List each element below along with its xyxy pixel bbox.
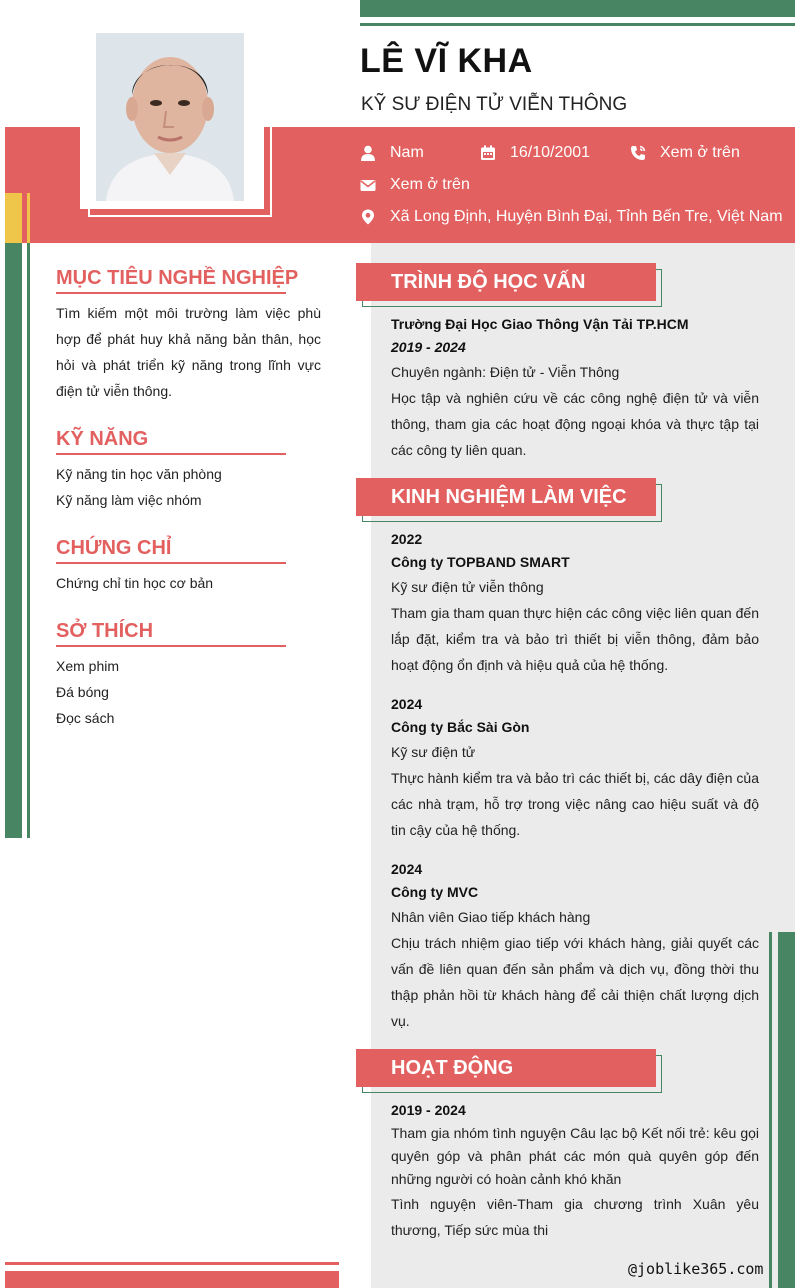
objective-title: MỤC TIÊU NGHỀ NGHIỆP xyxy=(56,267,299,289)
experience-year: 2024 xyxy=(391,696,423,712)
experience-year: 2022 xyxy=(391,531,423,547)
education-description: Học tập và nghiên cứu về các công nghệ điện tử và viễn thông, tham gia các hoạt động ngoại khóa và thực tập tại các công ty liên quan. xyxy=(391,390,759,458)
bottom-red-bar xyxy=(5,1271,339,1288)
experience-year: 2024 xyxy=(391,861,423,877)
objective-text: Tìm kiếm một môi trường làm việc phù hợp để phát huy khả năng bản thân, học hỏi và phát triển kỹ năng trong lĩnh vực điện tử viễn thông. xyxy=(56,305,321,399)
contact-gender xyxy=(360,144,424,162)
contact-phone xyxy=(630,144,740,162)
user-icon xyxy=(360,145,376,161)
experience-position: Kỹ sư điện tử xyxy=(391,744,476,760)
certificates-underline xyxy=(56,562,286,564)
gender-text: Nam xyxy=(390,144,424,161)
experience-position: Kỹ sư điện tử viễn thông xyxy=(391,579,544,595)
profile-photo xyxy=(96,33,244,201)
certificate-item: Chứng chỉ tin học cơ bản xyxy=(56,575,214,591)
location-icon xyxy=(360,209,376,225)
bottom-red-line xyxy=(5,1262,339,1265)
education-major: Chuyên ngành: Điện tử - Viễn Thông xyxy=(391,364,620,380)
experience-description: Thực hành kiểm tra và bảo trì các thiết bị, các dây điện của các nhà trạm, hỗ trợ trong việc nâng cao hiệu suất và độ tin cậy của hệ thống. xyxy=(391,770,759,838)
right-green-bar xyxy=(778,932,795,1288)
experience-position: Nhân viên Giao tiếp khách hàng xyxy=(391,909,591,925)
certificates-title: CHỨNG CHỈ xyxy=(56,537,172,559)
candidate-name: LÊ VĨ KHA xyxy=(360,42,533,80)
left-green-line xyxy=(27,243,30,838)
experience-description: Chịu trách nhiệm giao tiếp với khách hàng, giải quyết các vấn đề liên quan đến sản phẩm và dịch vụ, đồng thời thu thập phản hồi từ khách hàng để cải thiện chất lượng dịch vụ. xyxy=(391,935,759,1029)
email-text: Xem ở trên xyxy=(390,176,470,193)
job-title: KỸ SƯ ĐIỆN TỬ VIỄN THÔNG xyxy=(361,94,628,115)
experience-company: Công ty MVC xyxy=(391,884,479,900)
calendar-icon xyxy=(480,145,496,161)
activities-period: 2019 - 2024 xyxy=(391,1102,466,1118)
hobbies-underline xyxy=(56,645,286,647)
right-green-line xyxy=(769,932,772,1288)
education-school: Trường Đại Học Giao Thông Vận Tải TP.HCM xyxy=(391,316,689,332)
email-icon xyxy=(360,177,376,193)
top-green-line xyxy=(360,23,795,26)
address-text: Xã Long Định, Huyện Bình Đại, Tỉnh Bến Tre, Việt Nam xyxy=(390,208,783,225)
experience-title: KINH NGHIỆM LÀM VIỆC xyxy=(391,485,627,508)
skills-title: KỸ NĂNG xyxy=(56,428,149,450)
education-header xyxy=(356,263,656,301)
activities-header xyxy=(356,1049,656,1087)
skills-underline xyxy=(56,453,286,455)
top-green-bar xyxy=(360,0,795,17)
hobbies-title: SỞ THÍCH xyxy=(56,620,154,642)
hobby-item: Xem phim xyxy=(56,658,120,674)
skill-item: Kỹ năng làm việc nhóm xyxy=(56,492,202,508)
hobby-item: Đọc sách xyxy=(56,710,115,726)
experience-description: Tham gia tham quan thực hiện các công việc liên quan đến lắp đặt, kiểm tra và bảo trì thiết bị viễn thông, đảm bảo hoạt động ổn định và hiệu quả của hệ thống. xyxy=(391,605,759,673)
contact-email xyxy=(360,176,470,194)
experience-header xyxy=(356,478,656,516)
contact-birthday xyxy=(480,144,590,162)
yellow-accent-block xyxy=(5,193,22,243)
education-title: TRÌNH ĐỘ HỌC VẤN xyxy=(391,270,586,293)
skill-item: Kỹ năng tin học văn phòng xyxy=(56,466,222,482)
watermark: @joblike365.com xyxy=(628,1260,764,1278)
education-period: 2019 - 2024 xyxy=(391,339,466,355)
contact-address xyxy=(360,208,783,226)
experience-company: Công ty Bắc Sài Gòn xyxy=(391,719,530,735)
objective-underline xyxy=(56,292,286,294)
phone-icon xyxy=(630,145,646,161)
phone-text: Xem ở trên xyxy=(660,144,740,161)
yellow-accent-line xyxy=(27,193,30,243)
experience-company: Công ty TOPBAND SMART xyxy=(391,554,570,570)
activities-title: HOẠT ĐỘNG xyxy=(391,1056,514,1079)
hobby-item: Đá bóng xyxy=(56,684,109,700)
left-green-bar xyxy=(5,243,22,838)
activity-item: Tình nguyện viên-Tham gia chương trình Xuân yêu thương, Tiếp sức mùa thi xyxy=(391,1196,759,1238)
activity-item: Tham gia nhóm tình nguyện Câu lạc bộ Kết nối trẻ: kêu gọi quyên góp và phân phát các món quà quyên góp đến những người có hoàn cảnh khó khăn xyxy=(391,1125,759,1187)
birthday-text: 16/10/2001 xyxy=(510,144,591,161)
